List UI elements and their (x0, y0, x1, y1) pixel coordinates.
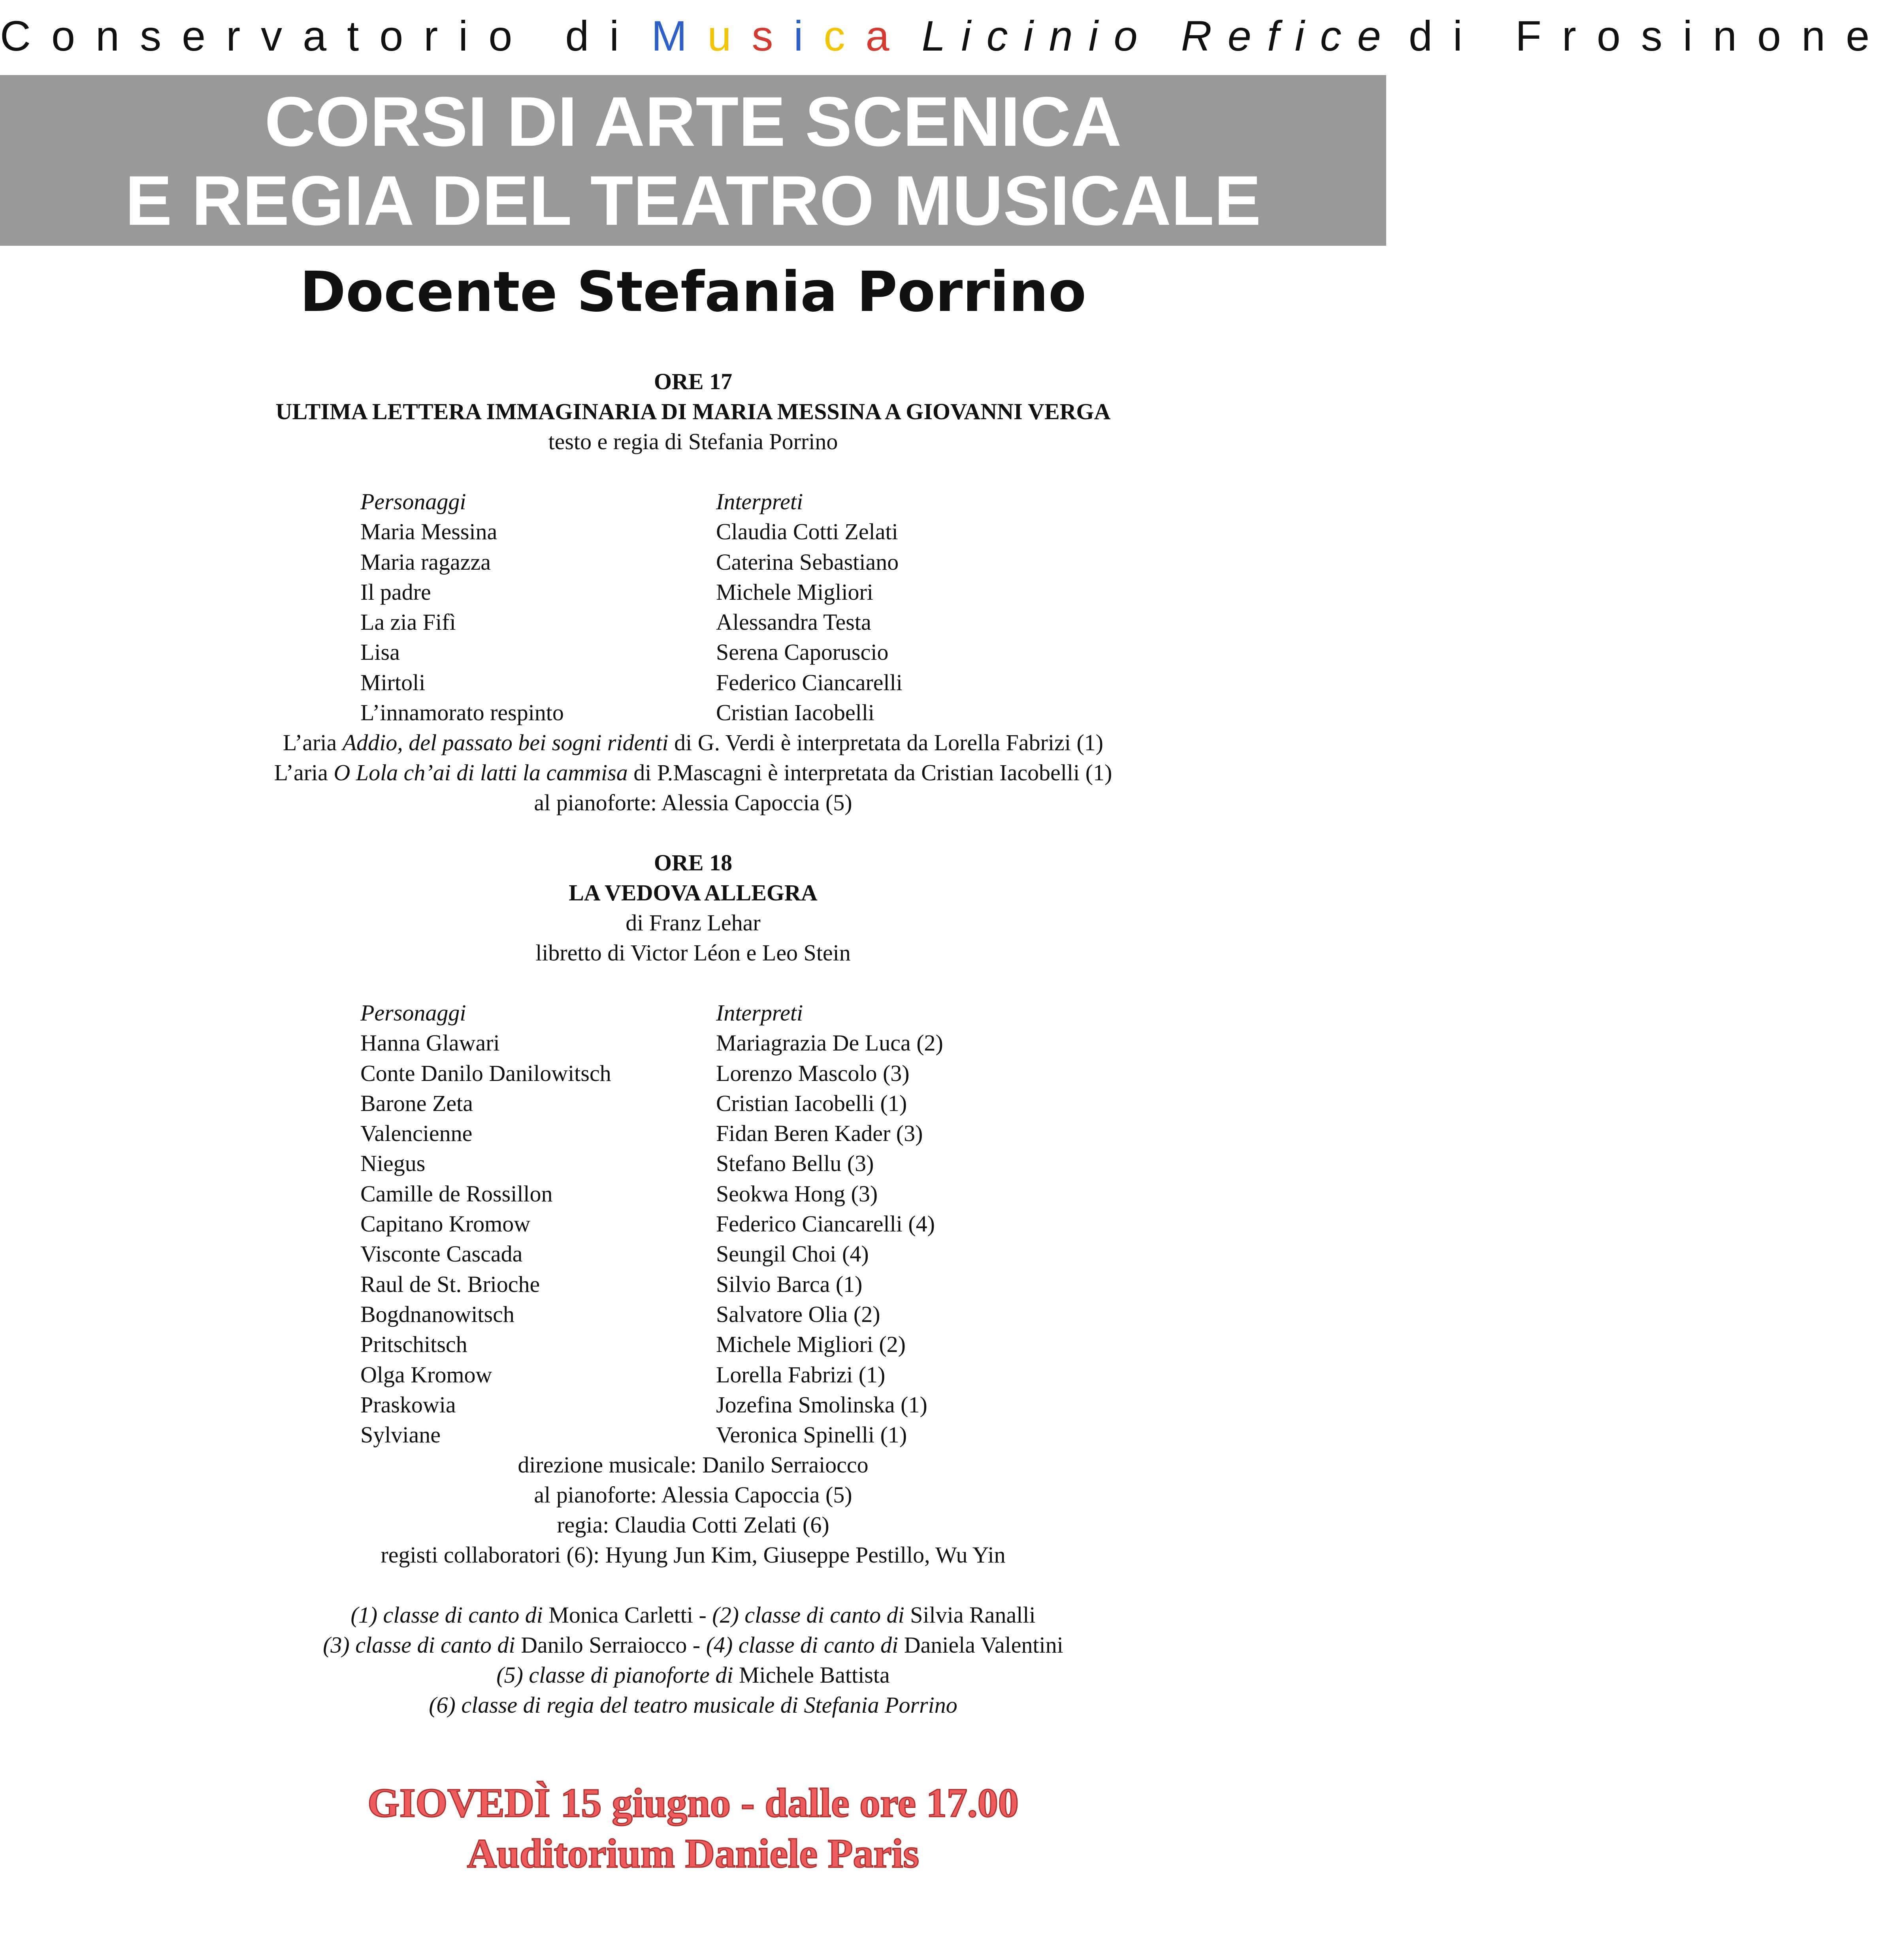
cast-actor: Lorenzo Mascolo (3) (716, 1060, 910, 1086)
cast-header-roles: Personaggi (360, 489, 466, 514)
show2-libretto: libretto di Victor Léon e Leo Stein (535, 940, 851, 966)
aria-prefix: L’aria (283, 730, 343, 755)
cast-role: Praskowia (360, 1391, 456, 1418)
cast-role: Valencienne (360, 1120, 473, 1147)
event-footer (0, 1778, 1386, 1879)
note-teacher: Michele Battista (733, 1662, 890, 1688)
cast-actor: Cristian Iacobelli (1) (716, 1090, 907, 1116)
note-class: (1) classe di canto di (350, 1602, 543, 1628)
cast-role: Sylviane (360, 1422, 441, 1448)
cast-actor: Veronica Spinelli (1) (716, 1422, 907, 1448)
header-musica-letter: a (865, 12, 910, 60)
show1-aria-1 (0, 728, 1386, 758)
show2-title: LA VEDOVA ALLEGRA (569, 880, 818, 906)
show2-pianist: al pianoforte: Alessia Capoccia (5) (534, 1482, 852, 1508)
header-musica-letter: u (707, 12, 752, 60)
teacher-name: Docente Stefania Porrino (300, 260, 1087, 324)
note-teacher: Silvia Ranalli (904, 1602, 1036, 1628)
cast-actor: Federico Ciancarelli (716, 669, 903, 695)
header-city: di Frosinone (1408, 12, 1890, 60)
header-musica-letter: M (651, 12, 708, 60)
aria-prefix: L’aria (274, 760, 334, 785)
note-teacher: Danilo Serraiocco - (515, 1632, 706, 1658)
cast-actor: Jozefina Smolinska (1) (716, 1391, 927, 1418)
cast-role: Niegus (360, 1150, 426, 1177)
cast-actor: Silvio Barca (1) (716, 1271, 863, 1297)
cast-actor: Salvatore Olia (2) (716, 1301, 880, 1327)
cast-actor: Stefano Bellu (3) (716, 1150, 874, 1177)
cast-role: Pritschitsch (360, 1331, 467, 1358)
header-institution: Licinio Refice (921, 12, 1397, 60)
cast-role: Bogdnanowitsch (360, 1301, 514, 1327)
event-venue: Auditorium Daniele Paris (467, 1831, 919, 1876)
note-line-1 (0, 1600, 1386, 1630)
conservatory-header (0, 11, 1890, 70)
cast-actor: Claudia Cotti Zelati (716, 519, 898, 545)
note-line-4: (6) classe di regia del teatro musicale di Stefania Porrino (429, 1692, 957, 1718)
cast-role: Hanna Glawari (360, 1030, 500, 1056)
cast-role: Raul de St. Brioche (360, 1271, 540, 1297)
show2-cast-table (360, 998, 943, 1450)
title-banner (0, 75, 1386, 246)
note-class: (3) classe di canto di (323, 1632, 515, 1658)
header-conservatorio: Conservatorio di (0, 12, 640, 60)
show2-music-director: direzione musicale: Danilo Serraiocco (518, 1452, 869, 1478)
cast-actor: Seokwa Hong (3) (716, 1181, 878, 1207)
cast-actor: Cristian Iacobelli (716, 700, 875, 726)
show2-composer: di Franz Lehar (626, 910, 761, 936)
cast-role: Lisa (360, 639, 400, 665)
cast-role: Mirtoli (360, 669, 426, 695)
show1-credit: testo e regia di Stefania Porrino (548, 429, 838, 454)
show1-title: ULTIMA LETTERA IMMAGINARIA DI MARIA MESSINA A GIOVANNI VERGA (275, 399, 1111, 424)
show1-time: ORE 17 (654, 369, 733, 394)
header-musica-letter: i (793, 12, 824, 60)
cast-role: Visconte Cascada (360, 1241, 523, 1267)
note-line-2 (0, 1630, 1386, 1660)
aria-performer: di P.Mascagni è interpretata da Cristian Iacobelli (1) (627, 760, 1112, 785)
cast-actor: Federico Ciancarelli (4) (716, 1211, 935, 1237)
note-teacher: Daniela Valentini (898, 1632, 1063, 1658)
note-line-3 (0, 1660, 1386, 1690)
note-teacher: Monica Carletti - (543, 1602, 712, 1628)
cast-header-roles: Personaggi (360, 1000, 466, 1026)
show2-director: regia: Claudia Cotti Zelati (6) (557, 1512, 829, 1538)
cast-role: Olga Kromow (360, 1361, 492, 1388)
show1-pianist: al pianoforte: Alessia Capoccia (5) (534, 790, 852, 815)
cast-actor: Caterina Sebastiano (716, 549, 899, 575)
show2-assistant-directors: registi collaboratori (6): Hyung Jun Kim, Giuseppe Pestillo, Wu Yin (381, 1542, 1006, 1568)
cast-actor: Serena Caporuscio (716, 639, 889, 665)
aria-title: Addio, del passato bei sogni ridenti (342, 730, 669, 755)
cast-actor: Michele Migliori (2) (716, 1331, 906, 1358)
show1-aria-2 (0, 758, 1386, 788)
cast-actor: Fidan Beren Kader (3) (716, 1120, 923, 1147)
cast-role: L’innamorato respinto (360, 700, 564, 726)
cast-actor: Michele Migliori (716, 579, 873, 605)
cast-role: Il padre (360, 579, 431, 605)
note-class: (4) classe di canto di (706, 1632, 899, 1658)
cast-header-actors: Interpreti (716, 489, 803, 514)
cast-actor: Mariagrazia De Luca (2) (716, 1030, 943, 1056)
cast-role: Maria Messina (360, 519, 497, 545)
cast-role: Maria ragazza (360, 549, 491, 575)
aria-title: O Lola ch’ai di latti la cammisa (334, 760, 628, 785)
event-date: GIOVEDÌ 15 giugno - dalle ore 17.00 (367, 1780, 1019, 1826)
cast-actor: Alessandra Testa (716, 609, 871, 635)
show1-cast-table (360, 487, 903, 728)
aria-performer: di G. Verdi è interpretata da Lorella Fabrizi (1) (668, 730, 1104, 755)
show2-time: ORE 18 (654, 850, 733, 876)
header-musica-letter: c (823, 12, 866, 60)
note-class: (2) classe di canto di (712, 1602, 904, 1628)
cast-actor: Lorella Fabrizi (1) (716, 1361, 886, 1388)
cast-role: La zia Fifì (360, 609, 456, 635)
cast-header-actors: Interpreti (716, 1000, 803, 1026)
cast-role: Camille de Rossillon (360, 1181, 553, 1207)
banner-line-1: CORSI DI ARTE SCENICA (264, 82, 1122, 161)
header-musica-letter: s (752, 12, 794, 60)
cast-role: Barone Zeta (360, 1090, 473, 1116)
cast-actor: Seungil Choi (4) (716, 1241, 869, 1267)
banner-line-2: E REGIA DEL TEATRO MUSICALE (125, 161, 1261, 240)
cast-role: Conte Danilo Danilowitsch (360, 1060, 611, 1086)
cast-role: Capitano Kromow (360, 1211, 531, 1237)
note-class: (5) classe di pianoforte di (496, 1662, 733, 1688)
